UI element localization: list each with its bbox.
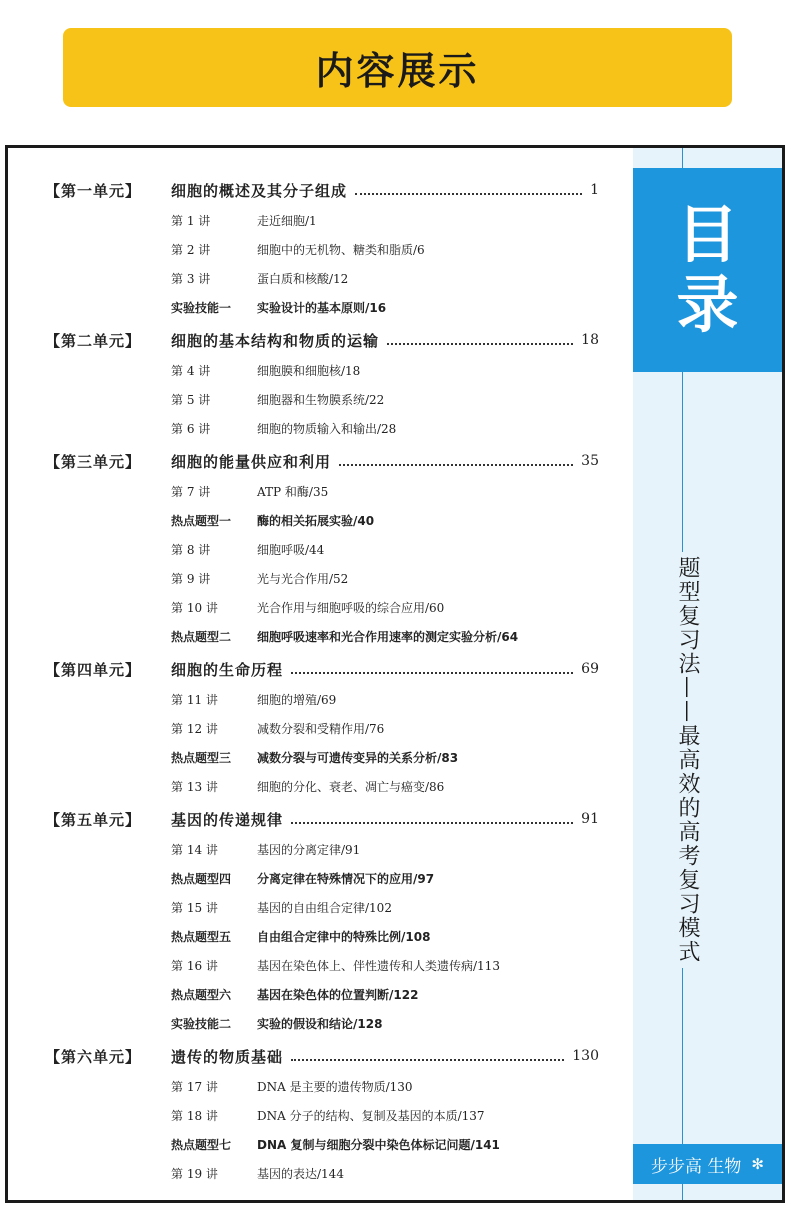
lecture-title: DNA 分子的结构、复制及基因的本质/137 bbox=[257, 1108, 485, 1123]
sidebar-slogan: 题型复习法——最高效的高考复习模式 bbox=[663, 552, 703, 968]
toc-unit-row bbox=[8, 805, 633, 833]
unit-label: 【第一单元】 bbox=[45, 181, 142, 200]
unit-page-number: 1 bbox=[590, 182, 599, 198]
toc-entry-row bbox=[8, 535, 633, 563]
dot-leader bbox=[387, 341, 573, 345]
special-section-title: 基因在染色体的位置判断/122 bbox=[257, 987, 419, 1002]
unit-page-number: 91 bbox=[581, 811, 599, 827]
dot-leader bbox=[291, 670, 573, 674]
toc-entry-row bbox=[8, 356, 633, 384]
lecture-label: 第 3 讲 bbox=[171, 271, 211, 286]
toc-unit-row bbox=[8, 655, 633, 683]
toc-entry-row bbox=[8, 206, 633, 234]
unit-label: 【第四单元】 bbox=[45, 660, 142, 679]
lecture-title: 基因的表达/144 bbox=[257, 1166, 344, 1181]
toc-entry-row bbox=[8, 893, 633, 921]
lecture-title: 蛋白质和核酸/12 bbox=[257, 271, 349, 286]
lecture-title: 细胞的增殖/69 bbox=[257, 692, 337, 707]
toc-entry-row bbox=[8, 980, 633, 1008]
lecture-label: 第 16 讲 bbox=[171, 958, 218, 973]
lecture-title: DNA 是主要的遗传物质/130 bbox=[257, 1079, 413, 1094]
toc-entry-row bbox=[8, 477, 633, 505]
lecture-label: 第 10 讲 bbox=[171, 600, 218, 615]
unit-page-number: 35 bbox=[581, 453, 599, 469]
unit-title: 基因的传递规律 bbox=[171, 810, 284, 829]
unit-label: 【第六单元】 bbox=[45, 1047, 142, 1066]
lecture-label: 第 1 讲 bbox=[171, 213, 211, 228]
toc-unit-row bbox=[8, 326, 633, 354]
toc-unit-row bbox=[8, 1042, 633, 1070]
banner-title: 内容展示 bbox=[315, 49, 480, 93]
special-section-title: 实验设计的基本原则/16 bbox=[257, 300, 387, 315]
lecture-label: 第 13 讲 bbox=[171, 779, 218, 794]
special-section-label: 热点题型六 bbox=[171, 987, 232, 1002]
toc-entry-row bbox=[8, 385, 633, 413]
toc-entry-row bbox=[8, 1009, 633, 1037]
toc-entry-row bbox=[8, 951, 633, 979]
toc-entry-row bbox=[8, 685, 633, 713]
lecture-title: 细胞呼吸/44 bbox=[257, 542, 325, 557]
toc-entry-row bbox=[8, 506, 633, 534]
toc-entry-row bbox=[8, 593, 633, 621]
lecture-label: 第 19 讲 bbox=[171, 1166, 218, 1181]
lecture-label: 第 17 讲 bbox=[171, 1079, 218, 1094]
sidebar-footer bbox=[633, 1144, 782, 1184]
lecture-title: 减数分裂和受精作用/76 bbox=[257, 721, 385, 736]
unit-page-number: 69 bbox=[581, 661, 599, 677]
sidebar-footer-text: 步步高 生物 bbox=[651, 1156, 742, 1177]
toc-heading-char-2: 录 bbox=[676, 268, 739, 341]
lecture-title: ATP 和酶/35 bbox=[257, 484, 329, 499]
lecture-label: 第 15 讲 bbox=[171, 900, 218, 915]
toc-entry-row bbox=[8, 564, 633, 592]
lecture-label: 第 18 讲 bbox=[171, 1108, 218, 1123]
special-section-label: 热点题型四 bbox=[171, 871, 232, 886]
unit-title: 细胞的概述及其分子组成 bbox=[171, 181, 348, 200]
special-section-label: 热点题型一 bbox=[171, 513, 232, 528]
lecture-title: 基因的分离定律/91 bbox=[257, 842, 361, 857]
special-section-title: 酶的相关拓展实验/40 bbox=[257, 513, 375, 528]
lecture-label: 第 5 讲 bbox=[171, 392, 211, 407]
lecture-title: 细胞的分化、衰老、凋亡与癌变/86 bbox=[257, 779, 445, 794]
lecture-label: 第 9 讲 bbox=[171, 571, 211, 586]
toc-heading-box bbox=[633, 168, 782, 372]
special-section-label: 热点题型三 bbox=[171, 750, 232, 765]
dot-leader bbox=[355, 191, 582, 195]
toc-entry-row bbox=[8, 622, 633, 650]
table-of-contents bbox=[8, 148, 633, 1200]
toc-entry-row bbox=[8, 835, 633, 863]
special-section-title: 减数分裂与可遗传变异的关系分析/83 bbox=[257, 750, 459, 765]
toc-entry-row bbox=[8, 714, 633, 742]
toc-entry-row bbox=[8, 1072, 633, 1100]
unit-label: 【第二单元】 bbox=[45, 331, 142, 350]
unit-title: 遗传的物质基础 bbox=[171, 1047, 284, 1066]
lecture-label: 第 12 讲 bbox=[171, 721, 218, 736]
unit-title: 细胞的能量供应和利用 bbox=[171, 452, 332, 471]
special-section-title: 分离定律在特殊情况下的应用/97 bbox=[257, 871, 435, 886]
lecture-title: 细胞中的无机物、糖类和脂质/6 bbox=[257, 242, 425, 257]
toc-entry-row bbox=[8, 414, 633, 442]
toc-heading-char-1: 目 bbox=[676, 198, 739, 271]
toc-unit-row bbox=[8, 447, 633, 475]
unit-page-number: 18 bbox=[581, 332, 599, 348]
lecture-label: 第 14 讲 bbox=[171, 842, 218, 857]
special-section-title: DNA 复制与细胞分裂中染色体标记问题/141 bbox=[257, 1137, 500, 1152]
toc-entry-row bbox=[8, 293, 633, 321]
unit-title: 细胞的生命历程 bbox=[171, 660, 284, 679]
toc-entry-row bbox=[8, 743, 633, 771]
toc-entry-row bbox=[8, 922, 633, 950]
lecture-label: 第 8 讲 bbox=[171, 542, 211, 557]
special-section-title: 自由组合定律中的特殊比例/108 bbox=[257, 929, 431, 944]
lecture-label: 第 4 讲 bbox=[171, 363, 211, 378]
toc-frame bbox=[5, 145, 785, 1203]
toc-entry-row bbox=[8, 864, 633, 892]
header-banner bbox=[63, 28, 732, 107]
special-section-label: 热点题型二 bbox=[171, 629, 232, 644]
lecture-label: 第 11 讲 bbox=[171, 692, 218, 707]
dot-leader bbox=[291, 1057, 564, 1061]
special-section-label: 热点题型五 bbox=[171, 929, 232, 944]
special-section-label: 实验技能一 bbox=[171, 300, 232, 315]
unit-page-number: 130 bbox=[572, 1048, 599, 1064]
lecture-title: 细胞膜和细胞核/18 bbox=[257, 363, 361, 378]
toc-unit-row bbox=[8, 176, 633, 204]
lecture-title: 细胞的物质输入和输出/28 bbox=[257, 421, 397, 436]
toc-entry-row bbox=[8, 1101, 633, 1129]
lecture-title: 光合作用与细胞呼吸的综合应用/60 bbox=[257, 600, 445, 615]
toc-entry-row bbox=[8, 1130, 633, 1158]
asterisk-icon: ✻ bbox=[751, 1155, 764, 1173]
special-section-label: 热点题型七 bbox=[171, 1137, 232, 1152]
lecture-title: 基因的自由组合定律/102 bbox=[257, 900, 392, 915]
unit-label: 【第三单元】 bbox=[45, 452, 142, 471]
toc-entry-row bbox=[8, 1159, 633, 1187]
lecture-label: 第 2 讲 bbox=[171, 242, 211, 257]
toc-entry-row bbox=[8, 772, 633, 800]
lecture-label: 第 6 讲 bbox=[171, 421, 211, 436]
lecture-label: 第 7 讲 bbox=[171, 484, 211, 499]
dot-leader bbox=[339, 462, 573, 466]
dot-leader bbox=[291, 820, 573, 824]
special-section-title: 细胞呼吸速率和光合作用速率的测定实验分析/64 bbox=[257, 629, 519, 644]
unit-title: 细胞的基本结构和物质的运输 bbox=[171, 331, 380, 350]
toc-entry-row bbox=[8, 235, 633, 263]
sidebar bbox=[633, 148, 782, 1200]
unit-label: 【第五单元】 bbox=[45, 810, 142, 829]
toc-entry-row bbox=[8, 264, 633, 292]
lecture-title: 基因在染色体上、伴性遗传和人类遗传病/113 bbox=[257, 958, 500, 973]
lecture-title: 光与光合作用/52 bbox=[257, 571, 349, 586]
special-section-label: 实验技能二 bbox=[171, 1016, 232, 1031]
special-section-title: 实验的假设和结论/128 bbox=[257, 1016, 383, 1031]
lecture-title: 走近细胞/1 bbox=[257, 213, 317, 228]
lecture-title: 细胞器和生物膜系统/22 bbox=[257, 392, 385, 407]
